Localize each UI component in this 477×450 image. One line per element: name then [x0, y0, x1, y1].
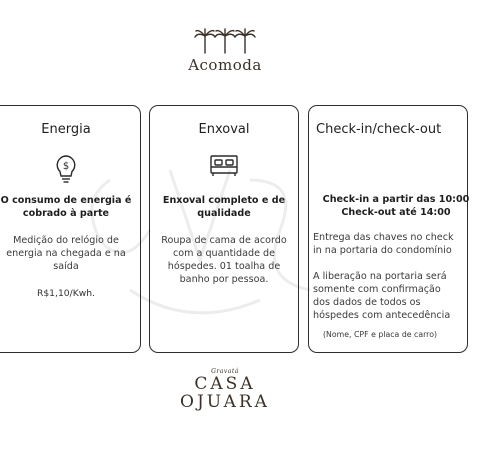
brand-name: Acomoda	[188, 56, 262, 74]
card-title: Energia	[41, 122, 91, 137]
card-title: Check-in/check-out	[316, 122, 442, 137]
checkin-time: Check-in a partir das 10:00	[322, 194, 470, 205]
checkout-time: Check-out até 14:00	[341, 207, 451, 218]
logo-line-2: OJUARA	[180, 392, 270, 412]
required-data-note: (Nome, CPF e placa de carro)	[323, 330, 438, 339]
text-line: hóspedes com antecedência	[313, 310, 451, 321]
text-line: somente com confirmação	[313, 284, 441, 295]
text-line: dos dados de todos os	[313, 297, 421, 308]
energy-price: R$1,10/Kwh.	[36, 288, 96, 299]
linen-description: Roupa de cama de acordo com a quantidade de hóspedes. 01 toalha de banho por pessoa.	[161, 235, 287, 285]
linen-highlight: Enxoval completo e de qualidade	[162, 195, 286, 219]
acomoda-logo	[0, 28, 450, 74]
card-title: Enxoval	[198, 122, 250, 137]
energy-description: Medição do relógio de energia na chegada e na saída	[6, 235, 126, 272]
svg-text:$: $	[62, 161, 70, 172]
logo-line-1: CASA	[194, 374, 256, 394]
linen-card	[149, 105, 299, 353]
text-line: Entrega das chaves no check	[313, 232, 454, 243]
lightbulb-dollar-icon	[55, 154, 77, 184]
location-label: Gravatá	[211, 368, 239, 375]
energy-card	[0, 105, 141, 353]
text-line: A liberação na portaria será	[313, 271, 447, 282]
energy-highlight: O consumo de energia é cobrado à parte	[0, 195, 132, 219]
text-line: in na portaria do condomínio	[313, 245, 452, 256]
release-text	[313, 270, 450, 322]
palm-trees-icon	[193, 28, 257, 54]
checkin-highlight	[315, 193, 477, 219]
bed-icon	[209, 154, 239, 178]
checkin-card	[308, 105, 468, 353]
casa-ojuara-logo	[0, 368, 450, 411]
key-delivery-text	[313, 231, 454, 257]
